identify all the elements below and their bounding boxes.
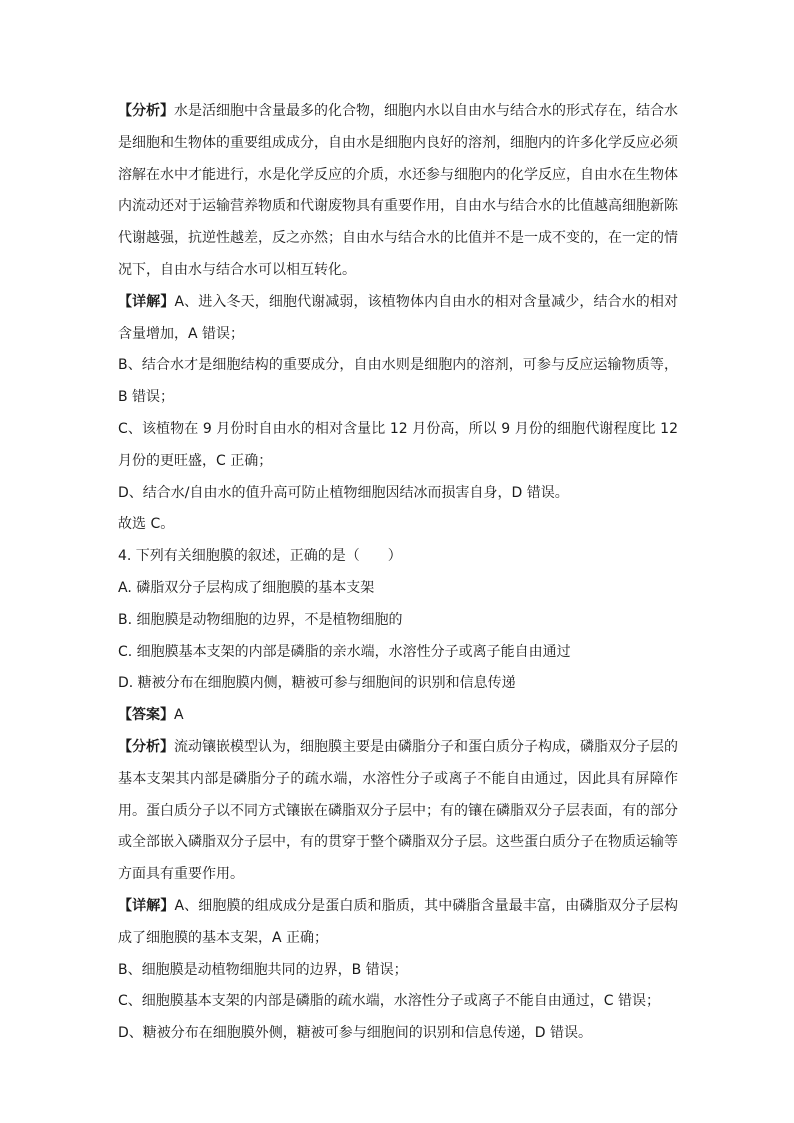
paragraph-text: C. 细胞膜基本支架的内部是磷脂的亲水端，水溶性分子或离子能自由通过 [118,643,571,660]
paragraph-text: C、该植物在 9 月份时自由水的相对含量比 12 月份高，所以 9 月份的细胞代谢程度比 12 月份的更旺盛，C 正确； [118,420,678,469]
paragraph-text: B、细胞膜是动植物细胞共同的边界，B 错误； [118,961,408,978]
analysis-paragraph-2 [118,732,678,891]
paragraph-text: A [174,707,184,724]
paragraph-text: B、结合水才是细胞结构的重要成分，自由水则是细胞内的溶剂，可参与反应运输物质等，B 错误； [118,357,678,406]
paragraph-text: 4. 下列有关细胞膜的叙述，正确的是（ ） [118,548,402,565]
paragraph-text: C、细胞膜基本支架的内部是磷脂的疏水端，水溶性分子或离子不能自由通过，C 错误； [118,993,660,1010]
section-tag: 【分析】 [118,103,174,119]
paragraph-text: 流动镶嵌模型认为，细胞膜主要是由磷脂分子和蛋白质分子构成，磷脂双分子层的基本支架其内部是磷脂分子的疏水端，水溶性分子或离子不能自由通过，因此具有屏障作用。蛋白质分子以不同方式镶嵌在磷脂双分子层中；有的镶在磷脂双分子层表面，有的部分或全部嵌入磷脂双分子层中，有的贯穿于整个磷脂双分子层。这些蛋白质分子在物质运输等方面具有重要作用。 [118,738,678,883]
paragraph-text: D. 糖被分布在细胞膜内侧，糖被可参与细胞间的识别和信息传递 [118,675,516,692]
section-tag: 【分析】 [118,738,174,755]
document-body [118,96,678,1050]
paragraph-text: 水是活细胞中含量最多的化合物，细胞内水以自由水与结合水的形式存在，结合水是细胞和生物体的重要组成成分，自由水是细胞内良好的溶剂，细胞内的许多化学反应必须溶解在水中才能进行，水是化学反应的介质，水还参与细胞内的化学反应，自由水在生物体内流动还对于运输营养物质和代谢废物具有重要作用，自由水与结合水的比值越高细胞新陈代谢越强，抗逆性越差，反之亦然；自由水与结合水的比值并不是一成不变的，在一定的情况下，自由水与结合水可以相互转化。 [118,103,678,278]
paragraph-text: B. 细胞膜是动物细胞的边界，不是植物细胞的 [118,611,403,628]
option-c [118,637,678,669]
section-tag: 【详解】 [118,293,175,310]
paragraph-text: 故选 C。 [118,516,175,533]
detail-paragraph-c [118,414,678,478]
paragraph-text: A. 磷脂双分子层构成了细胞膜的基本支架 [118,579,375,596]
detail-paragraph-a-2 [118,891,678,955]
option-b [118,605,678,637]
detail-paragraph-d-2 [118,1018,678,1050]
detail-paragraph-c-2 [118,986,678,1018]
option-d [118,668,678,700]
paragraph-text: D、结合水/自由水的值升高可防止植物细胞因结冰而损害自身，D 错误。 [118,484,569,501]
detail-paragraph-b [118,350,678,414]
option-a [118,573,678,605]
paragraph-text: A、进入冬天，细胞代谢减弱，该植物体内自由水的相对含量减少，结合水的相对含量增加，A 错误； [118,293,679,342]
question-stem [118,541,678,573]
section-tag: 【详解】 [118,897,175,914]
analysis-paragraph-1 [118,96,678,287]
detail-paragraph-a [118,287,678,351]
answer-choice-line [118,509,678,541]
section-tag: 【答案】 [118,707,174,724]
paragraph-text: A、细胞膜的组成成分是蛋白质和脂质，其中磷脂含量最丰富，由磷脂双分子层构成了细胞膜的基本支架，A 正确； [118,897,679,946]
paragraph-text: D、糖被分布在细胞膜外侧，糖被可参与细胞间的识别和信息传递，D 错误。 [118,1025,593,1042]
detail-paragraph-b-2 [118,955,678,987]
answer-paragraph [118,700,678,732]
detail-paragraph-d [118,478,678,510]
